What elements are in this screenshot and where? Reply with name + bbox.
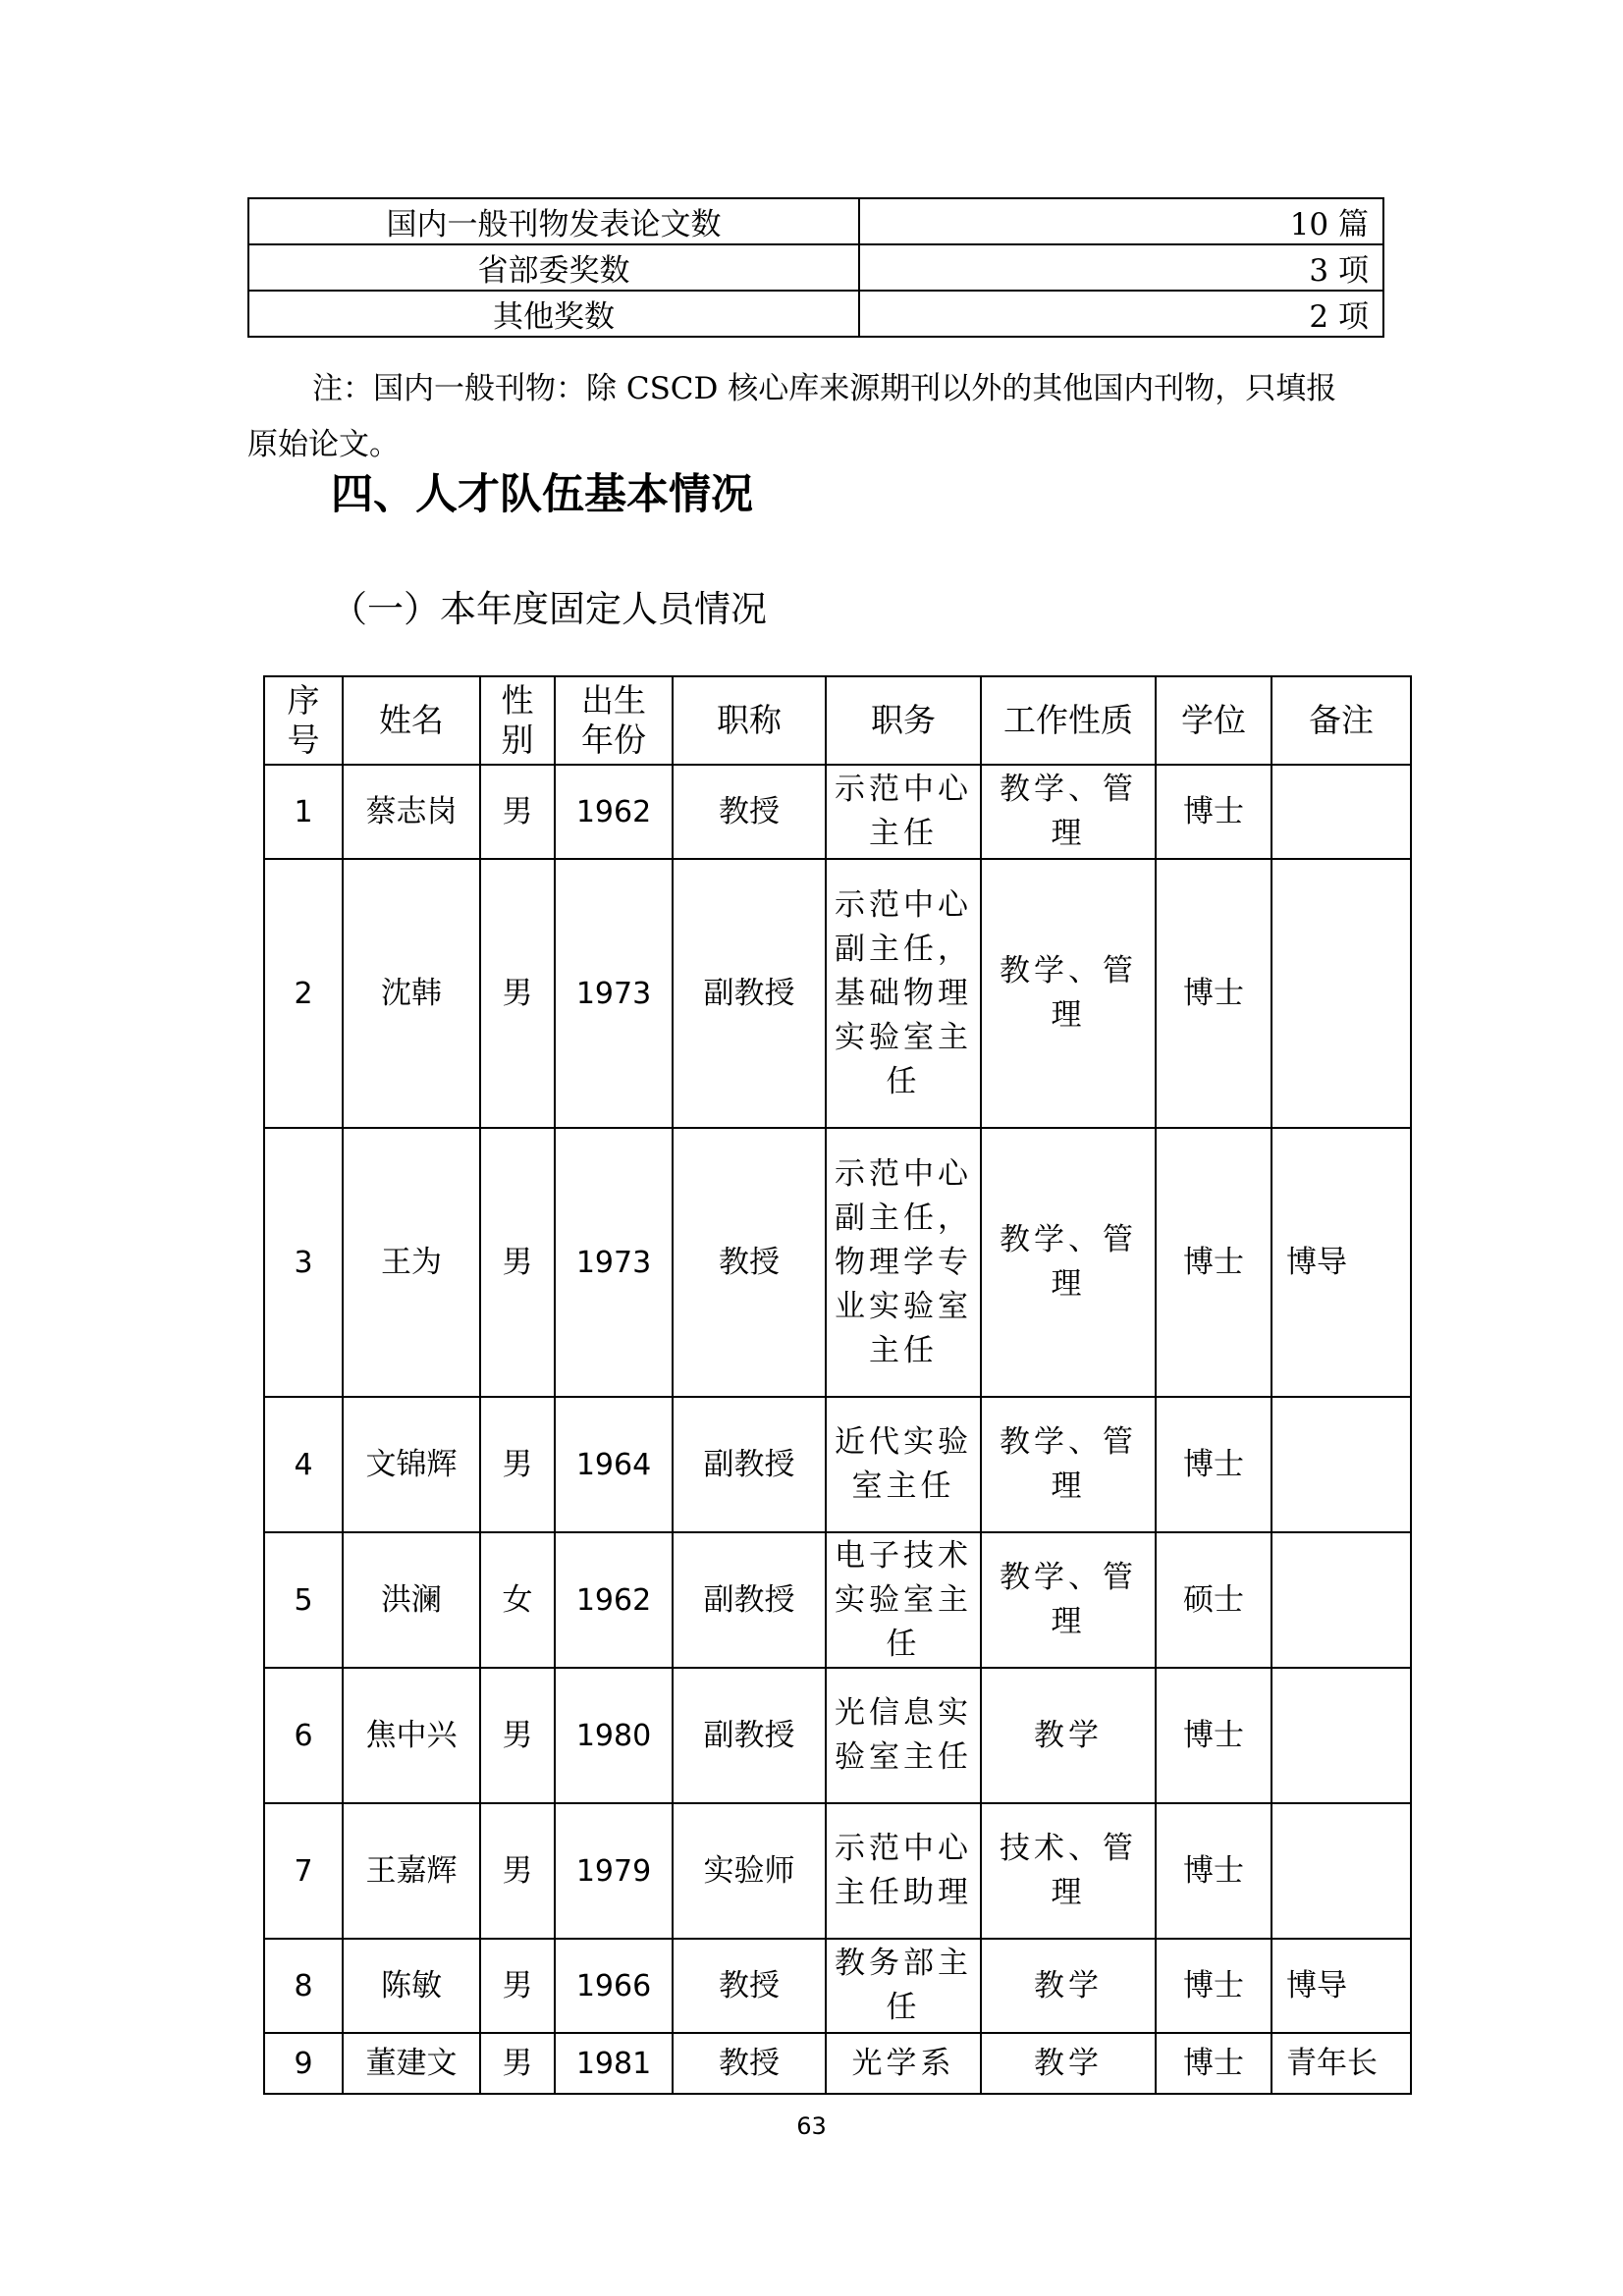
cell-name: 文锦辉 — [343, 1397, 480, 1532]
cell-title: 副教授 — [673, 1397, 826, 1532]
cell-remark: 青年长 — [1271, 2033, 1411, 2094]
cell-degree: 博士 — [1156, 765, 1271, 859]
cell-title: 教授 — [673, 2033, 826, 2094]
cell-birth-year: 1962 — [555, 765, 673, 859]
table-row — [248, 198, 1383, 244]
cell-no: 2 — [264, 859, 343, 1128]
table-note — [247, 361, 1386, 473]
cell-gender: 男 — [480, 1128, 555, 1397]
header-degree: 学位 — [1156, 676, 1271, 765]
cell-title: 副教授 — [673, 859, 826, 1128]
table-row — [264, 2033, 1411, 2094]
cell-work-nature: 教学 — [981, 2033, 1156, 2094]
cell-remark — [1271, 1803, 1411, 1939]
cell-name: 焦中兴 — [343, 1668, 480, 1803]
cell-work-nature: 教学 — [981, 1939, 1156, 2033]
cell-birth-year: 1981 — [555, 2033, 673, 2094]
table-row — [264, 1128, 1411, 1397]
page-number: 63 — [796, 2112, 827, 2140]
table-row — [264, 1668, 1411, 1803]
cell-no: 8 — [264, 1939, 343, 2033]
cell-birth-year: 1980 — [555, 1668, 673, 1803]
cell-gender: 男 — [480, 1939, 555, 2033]
cell-remark — [1271, 1532, 1411, 1668]
header-position: 职务 — [826, 676, 981, 765]
cell-degree: 博士 — [1156, 2033, 1271, 2094]
cell-remark — [1271, 1397, 1411, 1532]
cell-birth-year: 1964 — [555, 1397, 673, 1532]
cell-no: 1 — [264, 765, 343, 859]
subsection-title: （一）本年度固定人员情况 — [331, 588, 767, 630]
cell-name: 王嘉辉 — [343, 1803, 480, 1939]
cell-work-nature: 教学、管理 — [981, 1128, 1156, 1397]
cell-position: 光信息实验室主任 — [826, 1668, 981, 1803]
cell-title: 教授 — [673, 765, 826, 859]
cell-degree: 博士 — [1156, 1939, 1271, 2033]
cell-position: 示范中心主任 — [826, 765, 981, 859]
cell-title: 副教授 — [673, 1668, 826, 1803]
cell-gender: 男 — [480, 765, 555, 859]
cell-position: 示范中心副主任，物理学专业实验室主任 — [826, 1128, 981, 1397]
cell-position: 示范中心副主任，基础物理实验室主任 — [826, 859, 981, 1128]
cell-no: 6 — [264, 1668, 343, 1803]
cell-gender: 女 — [480, 1532, 555, 1668]
cell-name: 董建文 — [343, 2033, 480, 2094]
cell-no: 3 — [264, 1128, 343, 1397]
cell-name: 沈韩 — [343, 859, 480, 1128]
table-row — [248, 244, 1383, 291]
cell-name: 蔡志岗 — [343, 765, 480, 859]
cell-degree: 硕士 — [1156, 1532, 1271, 1668]
staff-table-body — [264, 765, 1411, 2094]
cell-remark: 博导 — [1271, 1128, 1411, 1397]
cell-no: 7 — [264, 1803, 343, 1939]
section-title: 四、人才队伍基本情况 — [331, 470, 753, 519]
header-no: 序号 — [264, 676, 343, 765]
cell-degree: 博士 — [1156, 859, 1271, 1128]
cell-work-nature: 教学、管理 — [981, 765, 1156, 859]
header-work-nature: 工作性质 — [981, 676, 1156, 765]
cell-birth-year: 1973 — [555, 1128, 673, 1397]
cell-title: 实验师 — [673, 1803, 826, 1939]
cell-name: 洪澜 — [343, 1532, 480, 1668]
cell-remark — [1271, 859, 1411, 1128]
table-header-row — [264, 676, 1411, 765]
cell-name: 陈敏 — [343, 1939, 480, 2033]
table-row — [264, 765, 1411, 859]
stat-value: 2 项 — [859, 291, 1383, 337]
cell-remark: 博导 — [1271, 1939, 1411, 2033]
cell-work-nature: 教学、管理 — [981, 1397, 1156, 1532]
cell-position: 教务部主任 — [826, 1939, 981, 2033]
table-row — [264, 1803, 1411, 1939]
cell-degree: 博士 — [1156, 1668, 1271, 1803]
table-row — [264, 859, 1411, 1128]
cell-no: 4 — [264, 1397, 343, 1532]
cell-gender: 男 — [480, 1397, 555, 1532]
header-name: 姓名 — [343, 676, 480, 765]
cell-birth-year: 1962 — [555, 1532, 673, 1668]
cell-gender: 男 — [480, 1668, 555, 1803]
cell-no: 5 — [264, 1532, 343, 1668]
cell-work-nature: 教学、管理 — [981, 1532, 1156, 1668]
cell-work-nature: 教学 — [981, 1668, 1156, 1803]
cell-gender: 男 — [480, 859, 555, 1128]
cell-birth-year: 1979 — [555, 1803, 673, 1939]
stat-label: 省部委奖数 — [248, 244, 859, 291]
cell-degree: 博士 — [1156, 1397, 1271, 1532]
stat-label: 其他奖数 — [248, 291, 859, 337]
header-birth-year: 出生年份 — [555, 676, 673, 765]
stat-value: 3 项 — [859, 244, 1383, 291]
cell-title: 教授 — [673, 1128, 826, 1397]
cell-position: 光学系 — [826, 2033, 981, 2094]
header-remark: 备注 — [1271, 676, 1411, 765]
cell-position: 电子技术实验室主任 — [826, 1532, 981, 1668]
cell-birth-year: 1973 — [555, 859, 673, 1128]
staff-table — [263, 675, 1412, 2095]
note-line-2: 原始论文。 — [247, 427, 400, 462]
note-line-1: 注：国内一般刊物：除 CSCD 核心库来源期刊以外的其他国内刊物，只填报 — [312, 371, 1337, 406]
cell-degree: 博士 — [1156, 1128, 1271, 1397]
table-row — [264, 1397, 1411, 1532]
table-row — [248, 291, 1383, 337]
stat-value: 10 篇 — [859, 198, 1383, 244]
cell-name: 王为 — [343, 1128, 480, 1397]
cell-birth-year: 1966 — [555, 1939, 673, 2033]
cell-title: 副教授 — [673, 1532, 826, 1668]
cell-title: 教授 — [673, 1939, 826, 2033]
publication-stats-table — [247, 197, 1384, 338]
cell-gender: 男 — [480, 1803, 555, 1939]
table-row — [264, 1939, 1411, 2033]
cell-no: 9 — [264, 2033, 343, 2094]
cell-work-nature: 教学、管理 — [981, 859, 1156, 1128]
cell-remark — [1271, 1668, 1411, 1803]
header-gender: 性别 — [480, 676, 555, 765]
cell-remark — [1271, 765, 1411, 859]
cell-work-nature: 技术、管理 — [981, 1803, 1156, 1939]
cell-position: 示范中心主任助理 — [826, 1803, 981, 1939]
cell-position: 近代实验室主任 — [826, 1397, 981, 1532]
header-title: 职称 — [673, 676, 826, 765]
cell-gender: 男 — [480, 2033, 555, 2094]
cell-degree: 博士 — [1156, 1803, 1271, 1939]
stat-label: 国内一般刊物发表论文数 — [248, 198, 859, 244]
table-row — [264, 1532, 1411, 1668]
